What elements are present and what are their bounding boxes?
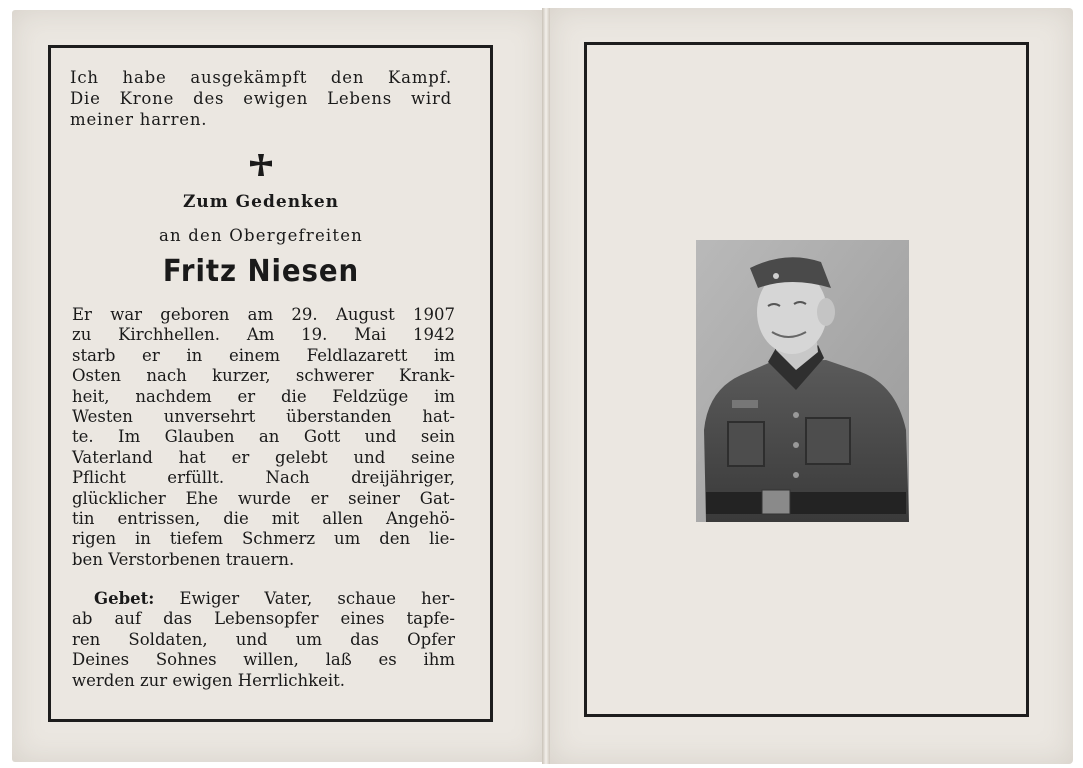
soldier-portrait-photo (696, 240, 909, 522)
biography-line: heit, nachdem er die Feldzüge im (72, 386, 455, 406)
prayer-first-line (72, 589, 455, 609)
verse-line: Die Krone des ewigen Lebens wird (70, 89, 452, 108)
prayer-line: ab auf das Lebensopfer eines tapfe- (72, 609, 455, 629)
biography-line: Westen unversehrt überstanden hat- (72, 407, 455, 427)
prayer-line: Deines Sohnes willen, laß es ihm (72, 650, 455, 670)
biography-line: rigen in tiefem Schmerz um den lie- (72, 529, 455, 549)
card-fold (542, 8, 550, 764)
prayer-block (72, 589, 455, 691)
iron-cross-icon (248, 152, 274, 178)
biography-block (72, 305, 455, 570)
biography-line: Osten nach kurzer, schwerer Krank- (72, 366, 455, 386)
prayer-line: werden zur ewigen Herrlichkeit. (72, 670, 346, 690)
biography-line: ben Verstorbenen trauern. (72, 549, 295, 569)
memorial-heading: Zum Gedenken (182, 192, 340, 212)
verse-line: Ich habe ausgekämpft den Kampf. (70, 68, 452, 87)
biography-line: zu Kirchhellen. Am 19. Mai 1942 (72, 325, 455, 345)
biography-line: tin entrissen, die mit allen Angehö- (72, 509, 455, 529)
deceased-name: Fritz Niesen (162, 254, 360, 289)
verse-line: meiner harren. (70, 110, 208, 129)
biography-line: glücklicher Ehe wurde er seiner Gat- (72, 488, 455, 508)
biography-line: Pflicht erfüllt. Nach dreijähriger, (72, 468, 455, 488)
biography-line: te. Im Glauben an Gott und sein (72, 427, 455, 447)
biography-line: starb er in einem Feldlazarett im (72, 345, 455, 365)
rank-line: an den Obergefreiten (158, 226, 364, 245)
biography-line: Er war geboren am 29. August 1907 (72, 305, 455, 324)
prayer-first-line-text: Ewiger Vater, schaue her- (154, 589, 455, 608)
biography-line: Vaterland hat er gelebt und seine (72, 447, 455, 467)
prayer-line: ren Soldaten, und um das Opfer (72, 629, 455, 649)
prayer-label: Gebet: (94, 589, 155, 608)
verse-block (70, 67, 452, 130)
